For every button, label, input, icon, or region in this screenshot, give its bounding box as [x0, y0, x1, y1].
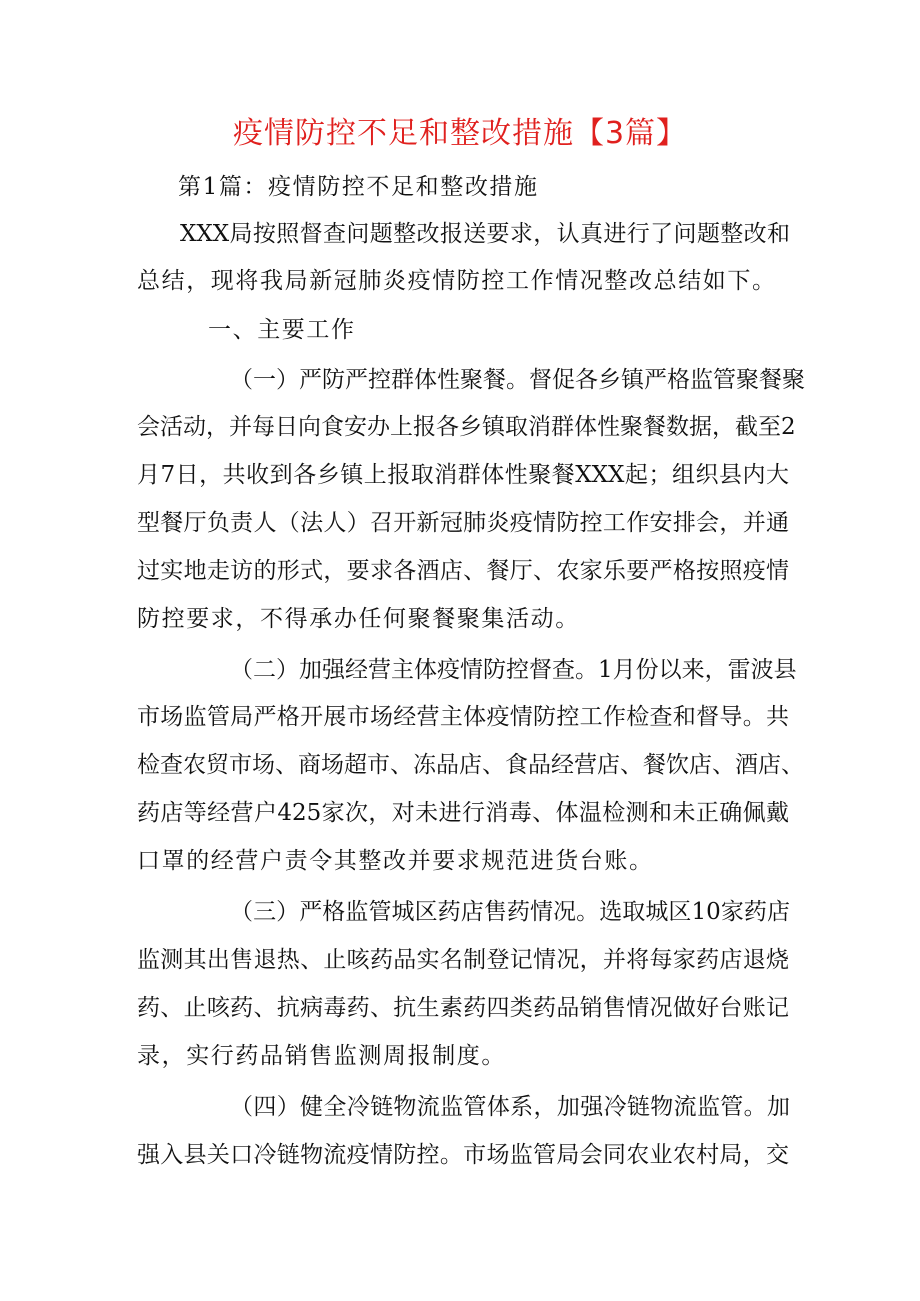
paragraph-line: 口罩的经营户责令其整改并要求规范进货台账。 — [137, 848, 654, 874]
paragraph-line: 检查农贸市场、商场超市、冻品店、食品经营店、餐饮店、酒店、 — [137, 752, 804, 778]
paragraph-line: 过实地走访的形式，要求各酒店、餐厅、农家乐要严格按照疫情 — [137, 558, 789, 584]
document-title: 疫情防控不足和整改措施【3篇】 — [232, 116, 688, 151]
paragraph-line: 会活动，并每日向食安办上报各乡镇取消群体性聚餐数据，截至2 — [137, 414, 796, 440]
paragraph-line: 月7日，共收到各乡镇上报取消群体性聚餐XXX起；组织县内大 — [137, 462, 789, 488]
section-subtitle: 第1篇：疫情防控不足和整改措施 — [178, 174, 539, 200]
paragraph-line: （三）严格监管城区药店售药情况。选取城区10家药店 — [230, 899, 790, 925]
paragraph-line: 市场监管局严格开展市场经营主体疫情防控工作检查和督导。共 — [137, 704, 789, 730]
paragraph-line: 录，实行药品销售监测周报制度。 — [137, 1043, 506, 1069]
paragraph-line: 型餐厅负责人（法人）召开新冠肺炎疫情防控工作安排会，并通 — [137, 510, 789, 536]
paragraph-line: XXX局按照督查问题整改报送要求，认真进行了问题整改和 — [180, 221, 790, 247]
paragraph-line: 强入县关口冷链物流疫情防控。市场监管局会同农业农村局，交 — [137, 1142, 789, 1168]
paragraph-line: 药、止咳药、抗病毒药、抗生素药四类药品销售情况做好台账记 — [137, 995, 789, 1021]
paragraph-line: （四）健全冷链物流监管体系，加强冷链物流监管。加 — [230, 1094, 790, 1120]
section-heading: 一、主要工作 — [208, 317, 356, 343]
paragraph-line: 监测其出售退热、止咳药品实名制登记情况，并将每家药店退烧 — [137, 947, 789, 973]
paragraph-line: 药店等经营户425家次，对未进行消毒、体温检测和未正确佩戴 — [137, 800, 789, 826]
paragraph-line: （二）加强经营主体疫情防控督查。1月份以来，雷波县 — [230, 657, 797, 683]
paragraph-line: （一）严防严控群体性聚餐。督促各乡镇严格监管聚餐聚 — [230, 367, 805, 393]
paragraph-line: 总结，现将我局新冠肺炎疫情防控工作情况整改总结如下。 — [137, 268, 777, 294]
paragraph-line: 防控要求，不得承办任何聚餐聚集活动。 — [137, 606, 580, 632]
